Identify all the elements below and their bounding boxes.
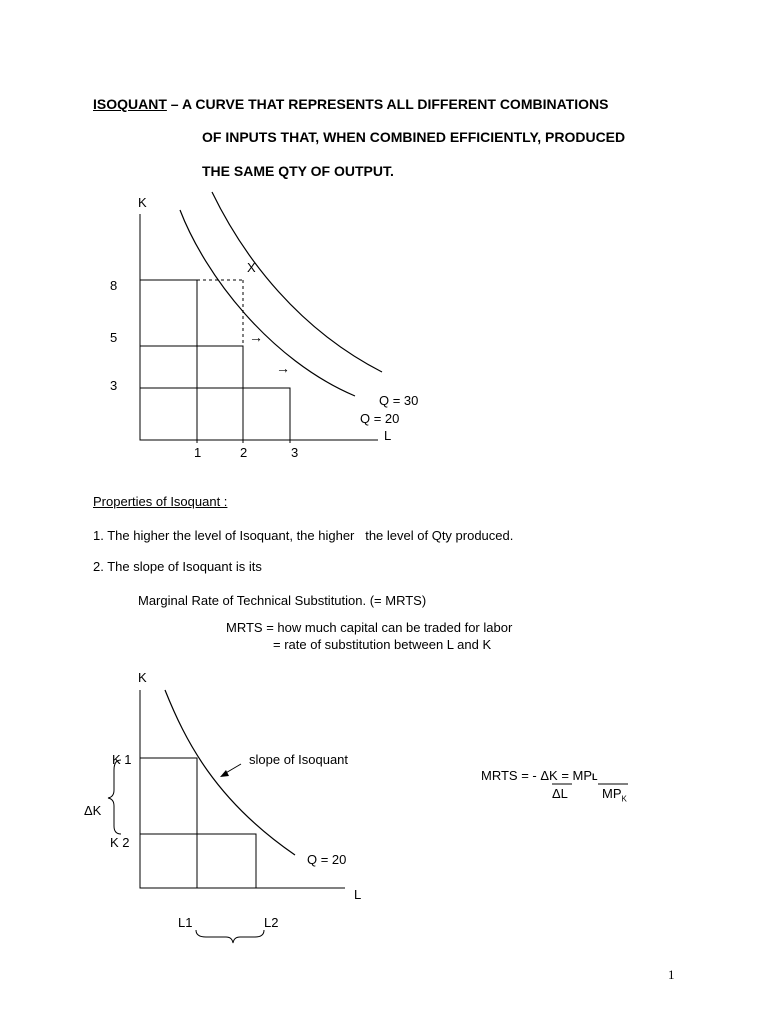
property-2: 2. The slope of Isoquant is its xyxy=(93,559,262,574)
formula-equals: = xyxy=(557,768,573,783)
graph2-k2-label: K 2 xyxy=(110,835,130,850)
formula-lhs: MRTS = - xyxy=(481,768,541,783)
graph1-point-x: X xyxy=(247,260,256,275)
graph1-arrow-1: → xyxy=(249,329,263,345)
definition-line-3: THE SAME QTY OF OUTPUT. xyxy=(202,163,394,179)
graph1-box-a xyxy=(140,280,197,440)
graph2-box-a xyxy=(140,758,197,888)
graph1-arrow-2: → xyxy=(276,360,290,376)
properties-heading: Properties of Isoquant : xyxy=(93,494,228,509)
graph1-l-label: L xyxy=(384,428,392,443)
definition-line-2: OF INPUTS THAT, WHEN COMBINED EFFICIENTLY, PRODUCED xyxy=(202,129,626,145)
graph1-k-label: K xyxy=(138,195,147,210)
mrts-definition-1: MRTS = how much capital can be traded for labor xyxy=(226,620,513,635)
formula-mpk-sub: K xyxy=(621,794,627,804)
graph2-isoquant-curve xyxy=(165,690,295,855)
formula-mp: MP xyxy=(572,768,593,783)
isoquant-curve-q20 xyxy=(180,210,355,396)
formula-mpk xyxy=(602,786,627,804)
formula-delta-l: ΔL xyxy=(552,786,568,801)
graph2-l-label: L xyxy=(354,887,362,902)
mrts-definition-2: = rate of substitution between L and K xyxy=(273,637,492,652)
graph2-box-b xyxy=(140,834,256,888)
slope-arrow-head xyxy=(220,770,229,777)
mrts-formula-numerator xyxy=(481,768,598,783)
graph1-y-tick-3: 3 xyxy=(110,378,118,393)
mrts-full-name: Marginal Rate of Technical Substitution. (= MRTS) xyxy=(138,593,427,608)
isoquant-curve-q30 xyxy=(212,192,382,372)
property-1: 1. The higher the level of Isoquant, the higher the level of Qty produced. xyxy=(93,528,514,543)
graph1-box-b xyxy=(197,346,243,440)
formula-delta-k: ΔK xyxy=(540,768,558,783)
graph1-x-tick-3: 3 xyxy=(291,445,299,460)
graph1-x-tick-1: 1 xyxy=(194,445,202,460)
graph1-q30-label: Q = 30 xyxy=(379,393,419,408)
page-number: 1 xyxy=(668,967,675,982)
definition-text-1: A CURVE THAT REPRESENTS ALL DIFFERENT COMBINATIONS xyxy=(181,96,609,112)
graph1-y-tick-5: 5 xyxy=(110,330,118,345)
formula-mpk-main: MP xyxy=(602,786,622,801)
graph2-l2-label: L2 xyxy=(264,915,279,930)
graph1-box-c xyxy=(140,388,290,440)
definition-dash: – xyxy=(170,96,179,112)
graph1-q20-label: Q = 20 xyxy=(360,411,400,426)
isoquant-term: ISOQUANT xyxy=(93,96,167,112)
graph2-k-label: K xyxy=(138,670,147,685)
graph2-k1-label: K 1 xyxy=(112,752,132,767)
slope-of-isoquant-label: slope of Isoquant xyxy=(249,752,349,767)
delta-l-brace xyxy=(196,930,264,943)
graph2-l1-label: L1 xyxy=(178,915,193,930)
graph2-delta-k-label: ΔK xyxy=(84,803,102,818)
graph1-x-tick-2: 2 xyxy=(240,445,248,460)
formula-mp-sub-l: L xyxy=(592,772,598,782)
graph1-y-tick-8: 8 xyxy=(110,278,118,293)
graph2-q20-label: Q = 20 xyxy=(307,852,347,867)
delta-k-brace xyxy=(108,760,121,834)
